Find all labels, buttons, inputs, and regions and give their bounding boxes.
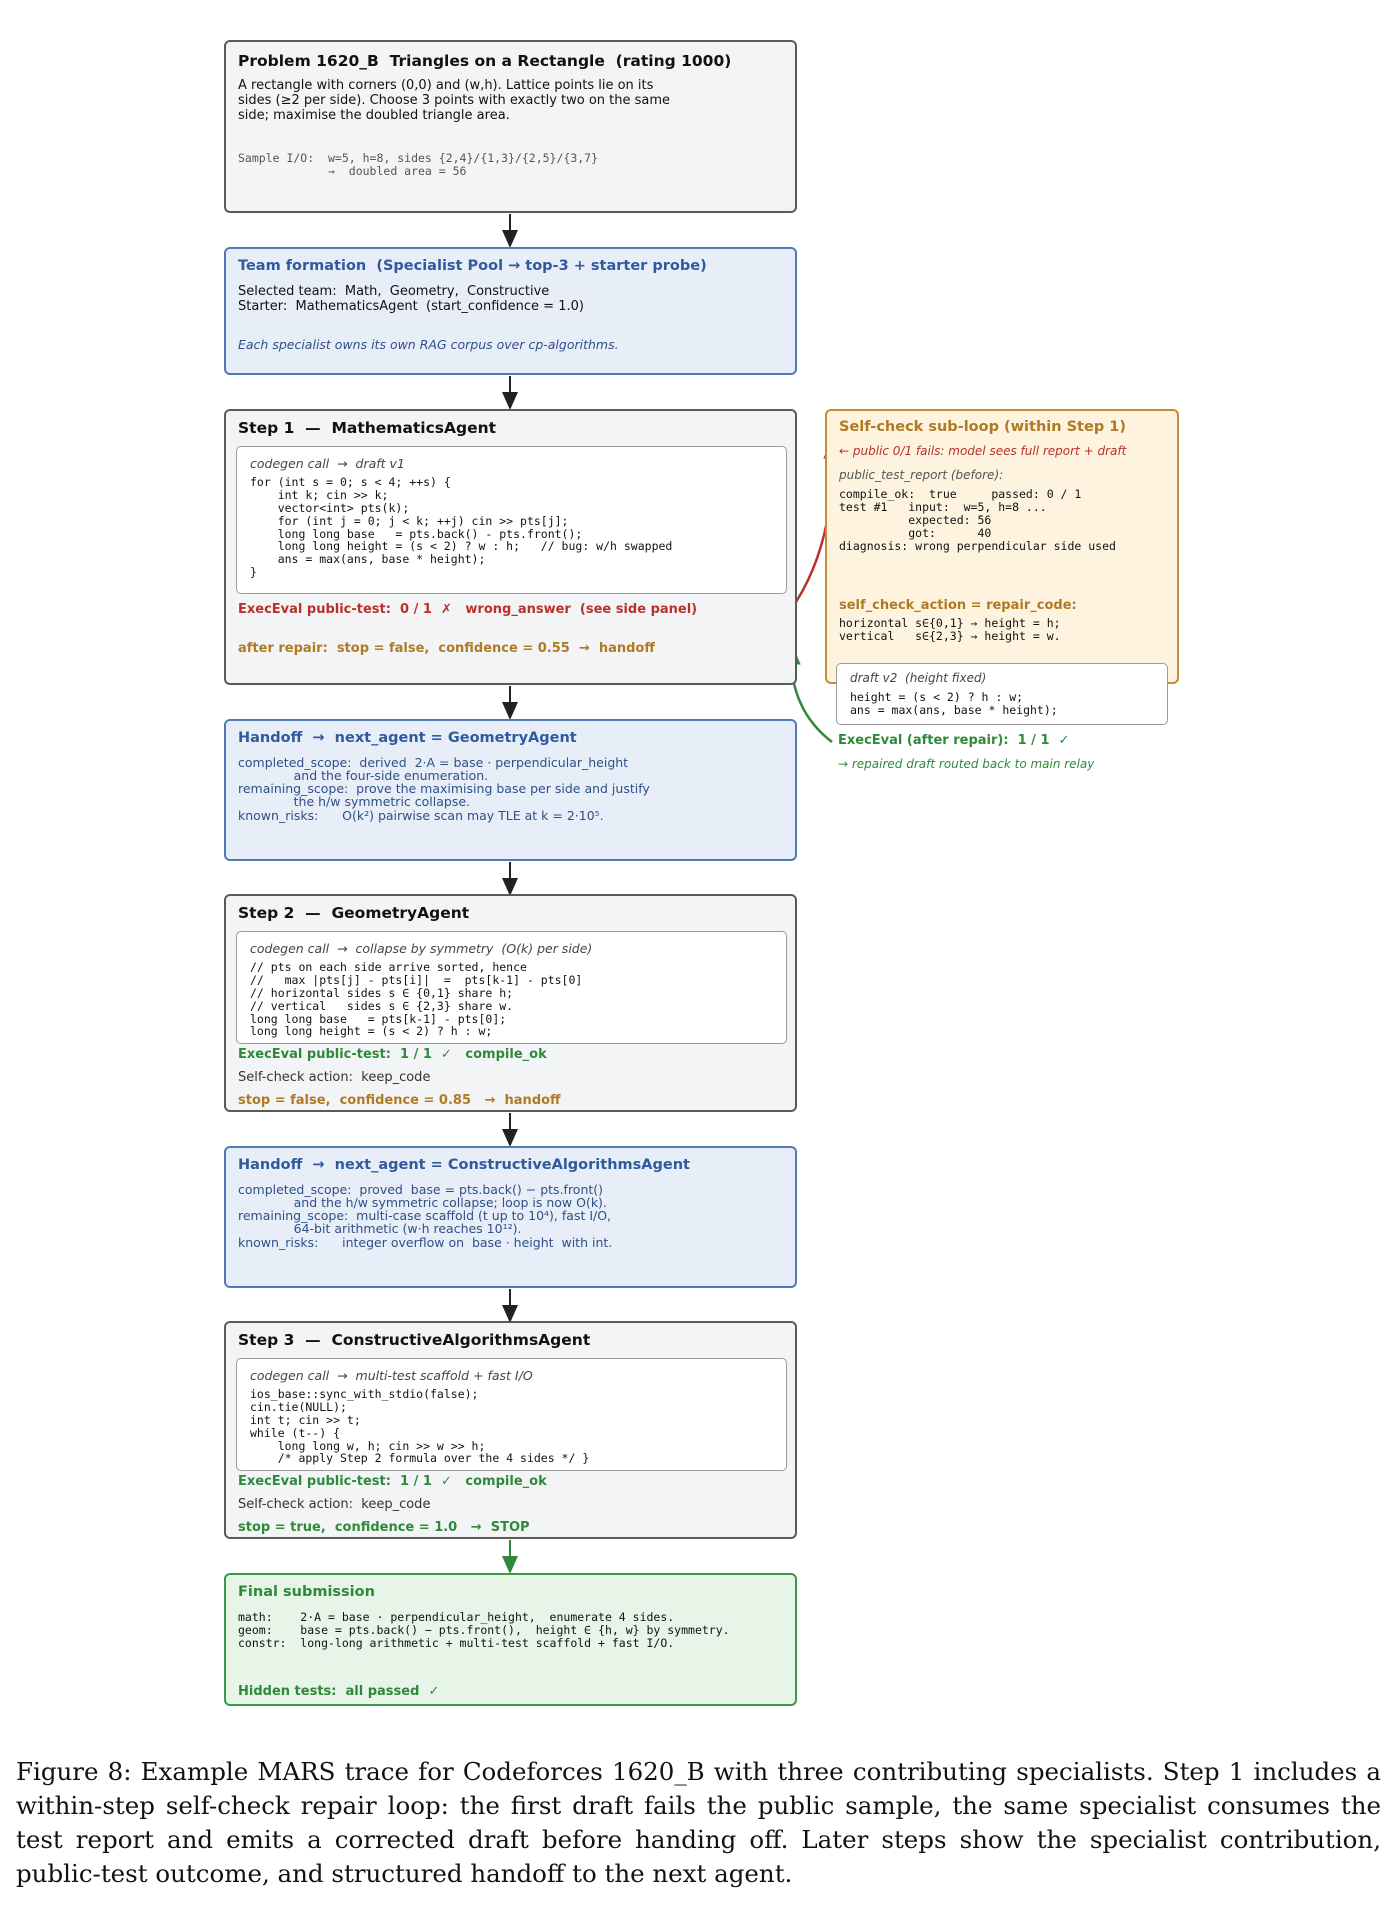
step2-codegen-label: codegen call → collapse by symmetry (O(k) per side) (250, 941, 593, 956)
step3-stop: stop = true, confidence = 1.0 → STOP (238, 1520, 530, 1535)
selfcheck-routed-note: → repaired draft routed back to main relay (838, 757, 1095, 771)
team-formation-box (224, 247, 797, 375)
step1-codegen-label: codegen call → draft v1 (250, 456, 405, 471)
step1-exec-result: ExecEval public-test: 0 / 1 ✗ wrong_answer (see side panel) (238, 602, 698, 617)
figure-caption: Figure 8: Example MARS trace for Codeforces 1620_B with three contributing specialists. Step 1 includes a within-step self-check repair loop: the first draft fails the public sample, the same specialist consumes the test report and emits a corrected draft before handing off. Later steps show the specialist contribution, public-test outcome, and structured handoff to the next agent. (16, 1757, 1381, 1888)
final-body: math: 2·A = base · perpendicular_height, enumerate 4 sides. geom: base = pts.back() − pts.front(), height ∈ {h, w} by symmetry. constr: long-long arithmetic + multi-test scaffold + fast I/O. (238, 1610, 730, 1650)
final-submission-box (224, 1573, 797, 1706)
selfcheck-action-title: self_check_action = repair_code: (839, 598, 1077, 613)
handoff2-title: Handoff → next_agent = ConstructiveAlgorithmsAgent (238, 1157, 690, 1173)
step2-code: // pts on each side arrive sorted, hence // max |pts[j] - pts[i]| = pts[k-1] - pts[0] // horizontal sides s ∈ {0,1} share h; // vertical sides s ∈ {2,3} share w. long long base = pts[k-1] - pts[0]; long long height = (s < 2) ? h : w; (250, 960, 583, 1039)
step1-title: Step 1 — MathematicsAgent (238, 419, 497, 437)
step2-box (224, 894, 797, 1112)
step2-codegen-panel (236, 931, 787, 1044)
step1-after-repair: after repair: stop = false, confidence = 0.55 → handoff (238, 641, 655, 656)
selfcheck-report: compile_ok: true passed: 0 / 1 test #1 input: w=5, h=8 ... expected: 56 got: 40 diagnosis: wrong perpendicular side used (839, 487, 1116, 553)
step2-selfcheck-action: Self-check action: keep_code (238, 1070, 431, 1085)
problem-title: Problem 1620_B Triangles on a Rectangle (rating 1000) (238, 52, 732, 70)
draft-v2-code: height = (s < 2) ? h : w; ans = max(ans, base * height); (850, 690, 1058, 717)
step3-codegen-panel (236, 1358, 787, 1471)
selfcheck-panel (825, 409, 1179, 684)
selfcheck-title: Self-check sub-loop (within Step 1) (839, 419, 1126, 435)
step2-exec-result: ExecEval public-test: 1 / 1 ✓ compile_ok (238, 1047, 547, 1062)
team-note: Each specialist owns its own RAG corpus over cp-algorithms. (238, 337, 619, 352)
final-hidden-tests: Hidden tests: all passed ✓ (238, 1684, 440, 1699)
problem-sample-io: Sample I/O: w=5, h=8, sides {2,4}/{1,3}/{2,5}/{3,7} → doubled area = 56 (238, 151, 599, 179)
step3-selfcheck-action: Self-check action: keep_code (238, 1497, 431, 1512)
team-selected: Selected team: Math, Geometry, Constructive Starter: MathematicsAgent (start_confidence = 1.0) (238, 284, 584, 314)
handoff1-title: Handoff → next_agent = GeometryAgent (238, 730, 577, 746)
step2-stop: stop = false, confidence = 0.85 → handoff (238, 1093, 561, 1108)
step1-box (224, 409, 797, 685)
team-formation-title: Team formation (Specialist Pool → top-3 + starter probe) (238, 258, 707, 274)
problem-box (224, 40, 797, 213)
step1-codegen-panel (236, 446, 787, 594)
step3-code: ios_base::sync_with_stdio(false); cin.tie(NULL); int t; cin >> t; while (t--) { long long w, h; cin >> w >> h; /* apply Step 2 formula over the 4 sides */ } (250, 1387, 590, 1466)
draft-v2-label: draft v2 (height fixed) (850, 671, 987, 685)
selfcheck-report-label: public_test_report (before): (839, 468, 1004, 482)
step3-title: Step 3 — ConstructiveAlgorithmsAgent (238, 1331, 591, 1349)
selfcheck-exec-after: ExecEval (after repair): 1 / 1 ✓ (838, 733, 1070, 748)
step3-codegen-label: codegen call → multi-test scaffold + fast I/O (250, 1368, 533, 1383)
step3-exec-result: ExecEval public-test: 1 / 1 ✓ compile_ok (238, 1474, 547, 1489)
selfcheck-action-code: horizontal s∈{0,1} → height = h; vertical s∈{2,3} → height = w. (839, 616, 1061, 643)
step3-box (224, 1321, 797, 1539)
selfcheck-fails-note: ← public 0/1 fails: model sees full report + draft (839, 444, 1127, 458)
handoff2-box (224, 1146, 797, 1288)
step1-code: for (int s = 0; s < 4; ++s) { int k; cin >> k; vector<int> pts(k); for (int j = 0; j < k; ++j) cin >> pts[j]; long long base = pts.back() - pts.front(); long long height = (s < 2) ? w : h; // bug: w/h swapped ans = max(ans, base * height); } (250, 475, 673, 580)
handoff1-body: completed_scope: derived 2·A = base · perpendicular_height and the four-side enumeration. remaining_scope: prove the maximising base per side and justify the h/w symmetric collapse. known_risks: O(k²) pairwise scan may TLE at k = 2·10⁵. (238, 755, 650, 823)
handoff1-box (224, 719, 797, 861)
problem-description: A rectangle with corners (0,0) and (w,h). Lattice points lie on its sides (≥2 per side). Choose 3 points with exactly two on the same side; maximise the doubled triangle area. (238, 78, 671, 123)
final-title: Final submission (238, 1584, 375, 1600)
draft-v2-box (836, 663, 1168, 725)
step2-title: Step 2 — GeometryAgent (238, 904, 470, 922)
handoff2-body: completed_scope: proved base = pts.back() − pts.front() and the h/w symmetric collapse; loop is now O(k). remaining_scope: multi-case scaffold (t up to 10⁴), fast I/O, 64-bit arithmetic (w·h reaches 10¹²). known_risks: integer overflow on base · height with int. (238, 1182, 613, 1250)
